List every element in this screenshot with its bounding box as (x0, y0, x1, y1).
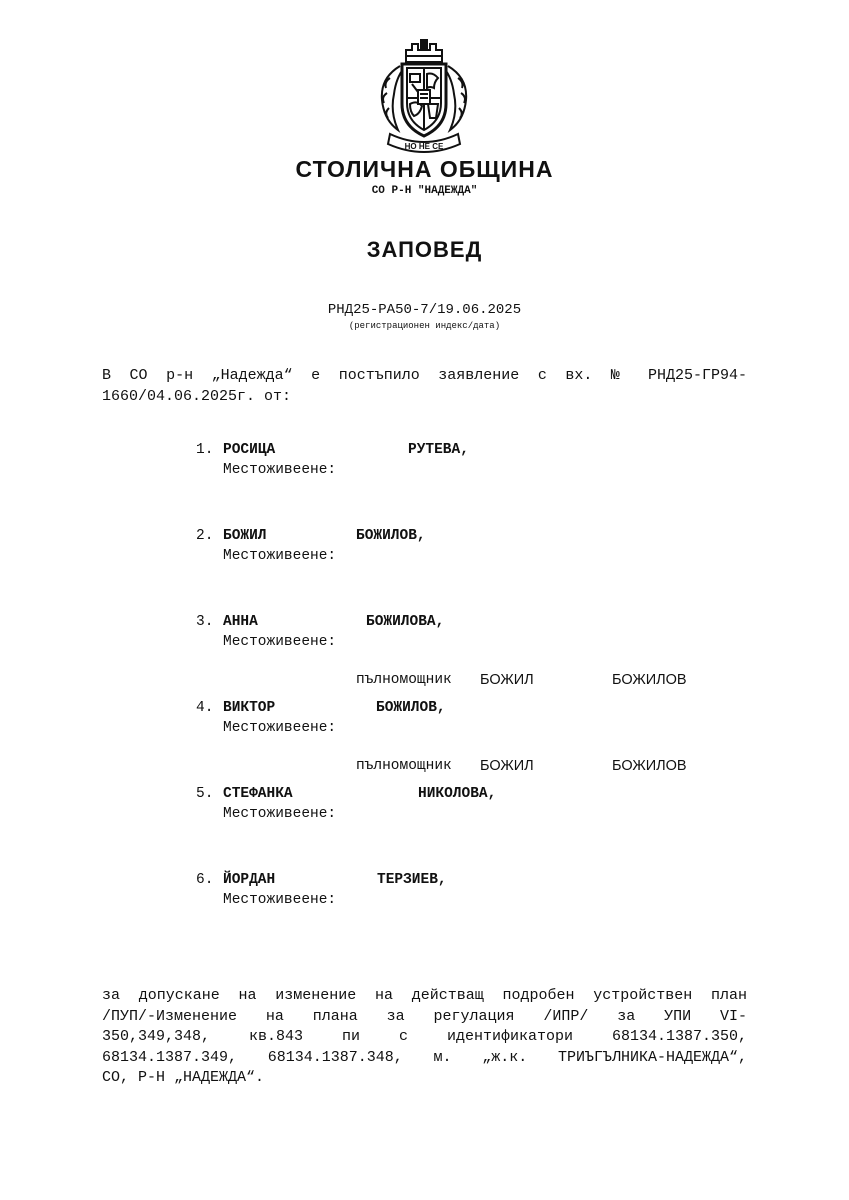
crest-motto: НО НЕ СЕ (404, 142, 444, 151)
applicant-number: 3. (196, 614, 214, 630)
applicant-item (196, 440, 616, 482)
intro-line: 1660/04.06.2025г. от: (102, 387, 292, 405)
residence-label: Местоживеене: (223, 548, 337, 564)
residence-label: Местоживеене: (223, 462, 337, 478)
intro-line: В СО р-н „Надежда“ е постъпило заявление с вх. № РНД25-ГР94- (102, 367, 747, 384)
intro-paragraph (102, 366, 747, 407)
proxy-first-name: БОЖИЛ (480, 758, 534, 774)
district-name: СО Р-Н "НАДЕЖДА" (371, 185, 478, 197)
proxy-last-name: БОЖИЛОВ (612, 758, 687, 774)
registration-number: РНД25-РА50-7/19.06.2025 (327, 302, 522, 318)
applicant-first-name: РОСИЦА (223, 442, 276, 458)
applicant-last-name: БОЖИЛОВ, (376, 700, 446, 716)
proxy-label: пълномощник (356, 758, 452, 774)
applicant-number: 6. (196, 872, 214, 888)
applicant-last-name: БОЖИЛОВА, (366, 614, 445, 630)
document-title: ЗАПОВЕД (366, 237, 483, 262)
applicant-item (196, 870, 616, 912)
purpose-line: 68134.1387.349, 68134.1387.348, м. „ж.к. ТРИЪГЪЛНИКА-НАДЕЖДА“, (102, 1048, 747, 1066)
registration-caption: (регистрационен индекс/дата) (348, 321, 501, 331)
applicant-first-name: АННА (223, 614, 258, 630)
purpose-line: СО, Р-Н „НАДЕЖДА“. (102, 1069, 265, 1086)
applicant-first-name: БОЖИЛ (223, 528, 267, 544)
proxy-last-name: БОЖИЛОВ (612, 672, 687, 688)
applicant-item (196, 526, 616, 568)
applicant-item (196, 698, 616, 740)
applicant-number: 1. (196, 442, 214, 458)
coat-of-arms-icon (372, 38, 476, 158)
applicant-last-name: НИКОЛОВА, (418, 786, 497, 802)
proxy-label: пълномощник (356, 672, 452, 688)
organization-name: СТОЛИЧНА ОБЩИНА (295, 156, 554, 182)
applicant-first-name: ЙОРДАН (223, 872, 276, 888)
applicant-number: 5. (196, 786, 214, 802)
applicant-first-name: ВИКТОР (223, 700, 276, 716)
applicant-last-name: РУТЕВА, (408, 442, 469, 458)
applicant-number: 2. (196, 528, 214, 544)
residence-label: Местоживеене: (223, 720, 337, 736)
applicant-last-name: БОЖИЛОВ, (356, 528, 426, 544)
applicant-last-name: ТЕРЗИЕВ, (377, 872, 447, 888)
residence-label: Местоживеене: (223, 634, 337, 650)
purpose-line: /ПУП/-Изменение на плана за регулация /ИПР/ за УПИ VI- (102, 1007, 747, 1025)
purpose-paragraph (102, 986, 747, 1089)
purpose-line: за допускане на изменение на действащ подробен устройствен план (102, 987, 747, 1004)
applicant-first-name: СТЕФАНКА (223, 786, 293, 802)
applicant-item (196, 612, 616, 654)
residence-label: Местоживеене: (223, 892, 337, 908)
residence-label: Местоживеене: (223, 806, 337, 822)
applicant-item (196, 784, 616, 826)
proxy-first-name: БОЖИЛ (480, 672, 534, 688)
applicant-number: 4. (196, 700, 214, 716)
purpose-line: 350,349,348, кв.843 пи с идентификатори 68134.1387.350, (102, 1028, 747, 1045)
